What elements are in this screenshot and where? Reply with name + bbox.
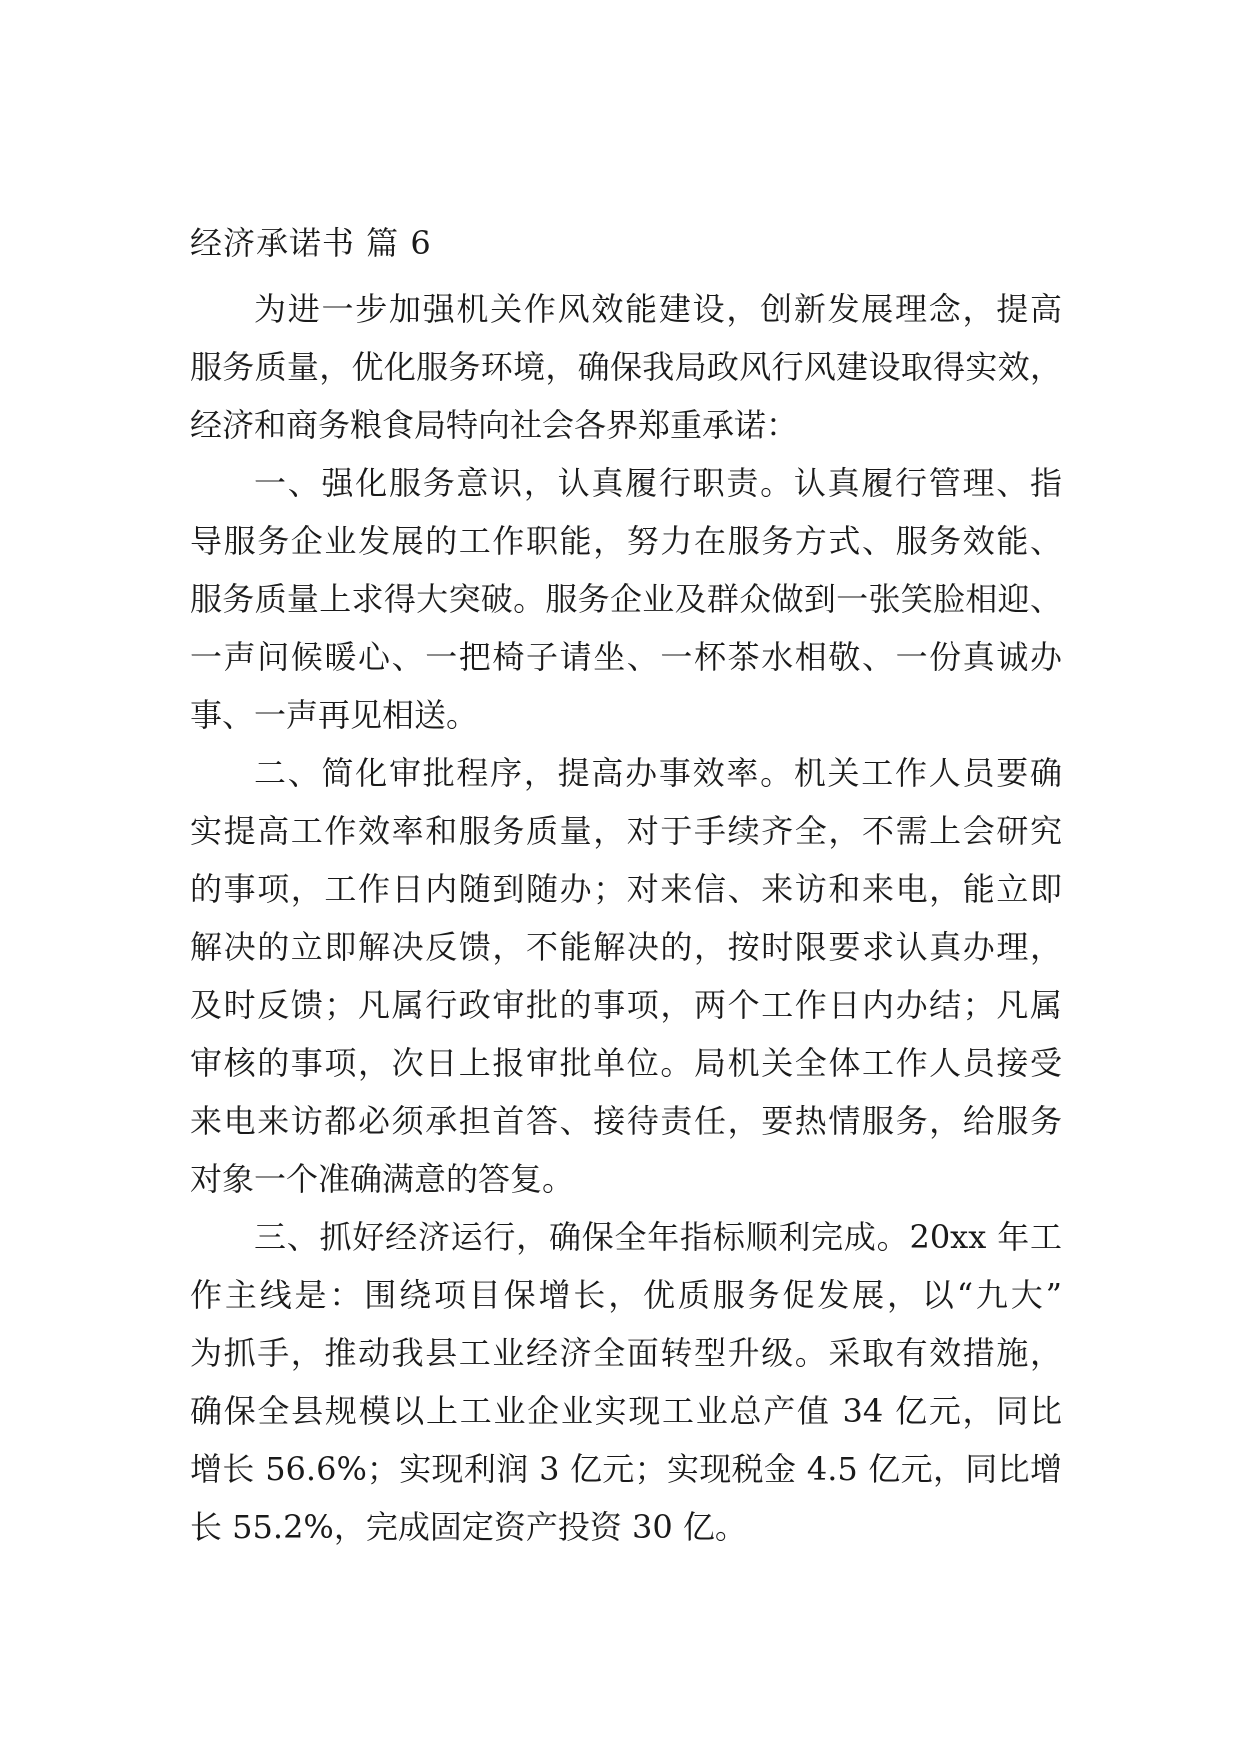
- text-line: 三、抓好经济运行，确保全年指标顺利完成。20xx 年工: [254, 1218, 1062, 1256]
- text-line: 为进一步加强机关作风效能建设，创新发展理念，提高: [254, 290, 1062, 328]
- text-line: 及时反馈；凡属行政审批的事项，两个工作日内办结；凡属: [190, 986, 1062, 1024]
- text-line: 为抓手，推动我县工业经济全面转型升级。采取有效措施，: [190, 1334, 1062, 1372]
- text-line: 实提高工作效率和服务质量，对于手续齐全，不需上会研究: [190, 812, 1062, 850]
- text-line: 二、简化审批程序，提高办事效率。机关工作人员要确: [254, 754, 1062, 792]
- text-line: 确保全县规模以上工业企业实现工业总产值 34 亿元，同比: [190, 1392, 1062, 1430]
- text-line: 一声问候暖心、一把椅子请坐、一杯茶水相敬、一份真诚办: [190, 638, 1062, 676]
- document-title: 经济承诺书 篇 6: [190, 224, 432, 262]
- paragraph-intro: [190, 280, 1062, 454]
- text-line: 作主线是：围绕项目保增长，优质服务促发展，以“九大”: [190, 1276, 1062, 1314]
- text-line: 解决的立即解决反馈，不能解决的，按时限要求认真办理，: [190, 928, 1062, 966]
- text-line: 一、强化服务意识，认真履行职责。认真履行管理、指: [254, 464, 1062, 502]
- text-line: 审核的事项，次日上报审批单位。局机关全体工作人员接受: [190, 1044, 1062, 1082]
- text-line: 导服务企业发展的工作职能，努力在服务方式、服务效能、: [190, 522, 1062, 560]
- paragraph-item-2: [190, 744, 1062, 1208]
- text-line: 对象一个准确满意的答复。: [190, 1160, 575, 1198]
- text-line: 事、一声再见相送。: [190, 696, 479, 734]
- text-line: 长 55.2%，完成固定资产投资 30 亿。: [190, 1508, 747, 1546]
- text-line: 来电来访都必须承担首答、接待责任，要热情服务，给服务: [190, 1102, 1062, 1140]
- text-line: 服务质量，优化服务环境，确保我局政风行风建设取得实效，: [190, 348, 1062, 386]
- text-line: 服务质量上求得大突破。服务企业及群众做到一张笑脸相迎、: [190, 580, 1062, 618]
- text-line: 增长 56.6%；实现利润 3 亿元；实现税金 4.5 亿元，同比增: [190, 1450, 1062, 1488]
- paragraph-item-1: [190, 454, 1062, 744]
- text-line: 的事项，工作日内随到随办；对来信、来访和来电，能立即: [190, 870, 1062, 908]
- paragraph-item-3: [190, 1208, 1062, 1556]
- document-body: [190, 222, 1062, 1556]
- text-line: 经济和商务粮食局特向社会各界郑重承诺：: [190, 406, 799, 444]
